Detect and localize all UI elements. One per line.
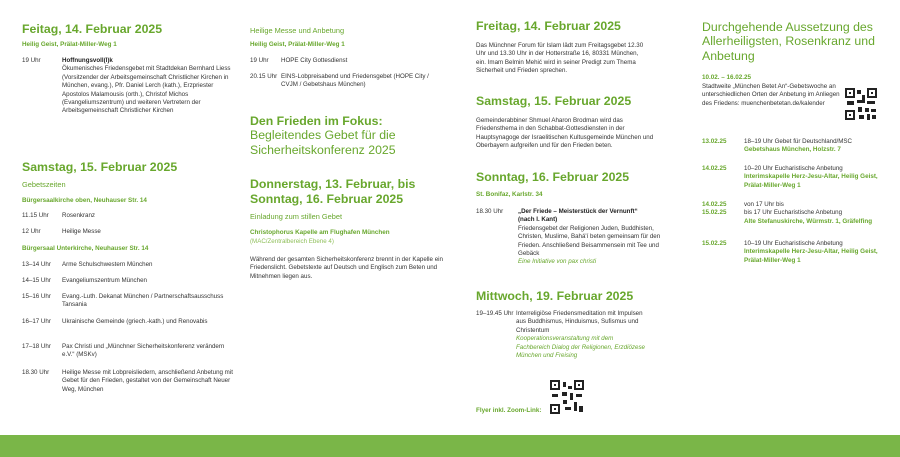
loc1-heading: Bürgersaalkirche oben, Neuhauser Str. 14: [22, 197, 147, 204]
chapel-desc: Während der gesamten Sicherheitskonferenz brennt in der Kapelle ein Friedenslicht. Gebetstexte auf Deutsch und Englisch zum Beten und Mitnehmen liegen aus.: [250, 256, 443, 280]
list-item: [22, 369, 234, 394]
wed-event: [476, 310, 676, 360]
entry-place: Interimskapelle Herz-Jesu-Altar, Heilig Geist, Prälat-Miller-Weg 1: [744, 173, 878, 189]
range-title: Donnerstag, 13. Februar, bis Sonntag, 16. Februar 2025: [250, 177, 416, 206]
list-item: [22, 318, 234, 343]
row-time: 14–15 Uhr: [22, 277, 51, 284]
entry-desc: von 17 Uhr bis: [744, 201, 784, 208]
entry-date: 14.02.25: [702, 165, 727, 172]
flyer-qr-code-icon[interactable]: [550, 380, 584, 414]
list-item: [250, 57, 445, 73]
row-time: 11.15 Uhr: [22, 212, 49, 219]
mass-list: [250, 57, 445, 90]
fri-title: Freitag, 14. Februar 2025: [476, 19, 621, 33]
sat-title: Samstag, 15. Februar 2025: [476, 94, 632, 108]
wed-time: 19–19.45 Uhr: [476, 310, 514, 317]
sun-desc: Friedensgebet der Religionen Juden, Buddhisten, Christen, Muslime, Bahá'í beten gemeinsam für den Frieden. Anschließend Beisammensein mit Tee und Gebäck: [518, 224, 661, 258]
entry-place: Interimskapelle Herz-Jesu-Altar, Heilig Geist, Prälat-Miller-Weg 1: [744, 248, 878, 264]
fri-desc: Das Münchner Forum für Islam lädt zum Freitagsgebet 12.30 Uhr und 13.30 Uhr in der Hotterstraße 16, 80331 München, ein. Imam Belmin Mehić wird in seiner Predigt zum Thema Sicherheit und Frieden sprechen.: [476, 42, 644, 75]
flyer-label: Flyer inkl. Zoom-Link:: [476, 407, 542, 414]
calendar-qr-code-icon[interactable]: [845, 88, 877, 120]
row-desc: Arme Schulschwestern München: [62, 261, 153, 268]
entry-date: 13.02.25: [702, 138, 727, 145]
day1-place: Heilig Geist, Prälat-Miller-Weg 1: [22, 41, 117, 48]
range-subtitle: Einladung zum stillen Gebet: [250, 212, 343, 221]
list-item: [22, 293, 234, 318]
row-time: 15–16 Uhr: [22, 293, 51, 300]
row-time: 20.15 Uhr: [250, 73, 278, 80]
entry-desc: 10–20 Uhr Eucharistische Anbetung: [744, 165, 843, 172]
sun-event-title: „Der Friede – Meisterstück der Vernunft“ (nach I. Kant): [518, 208, 638, 224]
day1-event-title: Hoffnungsvoll(l)k: [62, 57, 113, 64]
wed-desc: Interreligiöse Friedensmeditation mit Impulsen aus Buddhismus, Hinduismus, Sufismus und Christentum: [516, 310, 643, 334]
chapel-sub: (MAC/Zentralbereich Ebene 4): [250, 238, 334, 245]
list-item: [22, 277, 234, 293]
wed-note: Kooperationsveranstaltung mit dem Fachbereich Dialog der Religionen, Erzdiözese München und Freising: [516, 335, 645, 360]
row-desc: HOPE City Gottesdienst: [281, 57, 348, 64]
day1-event: [22, 57, 234, 116]
entry-date: 15.02.25: [702, 240, 727, 247]
row-desc: Ukrainische Gemeinde (griech.-kath.) und Renovabis: [62, 318, 208, 325]
entry-date: 14.02.25: [702, 201, 727, 208]
row-time: 18.30 Uhr: [22, 369, 50, 376]
focus-subtitle: Begleitendes Gebet für die Sicherheitskonferenz 2025: [250, 128, 396, 157]
row-time: 12 Uhr: [22, 228, 41, 235]
footer-green-bar: [0, 435, 900, 457]
entry-desc: 10–19 Uhr Eucharistische Anbetung: [744, 240, 843, 247]
loc1-list: [22, 212, 234, 244]
row-time: 16–17 Uhr: [22, 318, 51, 325]
list-item: [22, 212, 234, 228]
sat-desc: Gemeinderabbiner Shmuel Aharon Brodman wird das Friedensthema in den Schabbat-Gottesdiensten in der Hauptsynagoge der Israelitischen Kultusgemeinde München und Oberbayern aufgreifen und für den Frieden beten.: [476, 117, 654, 150]
entry-3: [702, 201, 884, 226]
entry-date: 15.02.25: [702, 209, 727, 217]
adoration-title: Durchgehende Aussetzung des Allerheiligsten, Rosenkranz und Anbetung: [702, 20, 875, 63]
row-time: 13–14 Uhr: [22, 261, 51, 268]
list-item: [22, 343, 234, 369]
range-dates: 10.02. – 16.02.25: [702, 74, 752, 81]
row-desc: Pax Christi und „Münchner Sicherheitskonferenz verändern e.V.“ (MSKv): [62, 343, 225, 359]
row-desc: EINS-Lobpreisabend und Friedensgebet (HOPE City / CVJM / Gebetshaus München): [281, 73, 429, 89]
focus-title: Den Frieden im Fokus:: [250, 114, 383, 128]
range-desc: Stadtweite „München Betet An“-Gebetswoche an unterschiedlichen Orten der Anbetung im Anliegen des Friedens: muenchenbetetan.de/kalender: [702, 83, 840, 107]
mass-place: Heilig Geist, Prälat-Miller-Weg 1: [250, 41, 345, 48]
day1-event-desc: Ökumenisches Friedensgebet mit Stadtdekan Bernhard Liess (Vorsitzender der Arbeitsgemeinschaft Christlicher Kirchen in München, evang.), Pfr. Daniel Lerch (kath.), Erzpriester Apostolos Malamousis (orth.), Christof Michos (Evangeliumszentrum) und weiteren Vertretern der Arbeitsgemeinschaft Christlicher Kirchen: [62, 65, 231, 115]
row-desc: Evang.-Luth. Dekanat München / Partnerschaftsausschuss Tansania: [62, 293, 224, 309]
sun-title: Sonntag, 16. Februar 2025: [476, 170, 630, 184]
row-desc: Rosenkranz: [62, 212, 96, 219]
entry-place: Gebetshaus München, Holzstr. 7: [744, 146, 841, 154]
row-desc: Evangeliumszentrum München: [62, 277, 147, 284]
sun-note: Eine Initiative von pax christi: [518, 258, 597, 266]
list-item: [22, 228, 234, 244]
entry-place: Alte Stefanuskirche, Würmstr. 1, Gräfelfing: [744, 217, 873, 225]
sun-event: [476, 208, 676, 267]
day1-time: 19 Uhr: [22, 57, 41, 64]
entry-4: [702, 240, 884, 265]
chapel-name: Christophorus Kapelle am Flughafen München: [250, 229, 390, 236]
entry-desc: bis 17 Uhr Eucharistische Anbetung: [744, 209, 843, 217]
sun-place: St. Bonifaz, Karlstr. 34: [476, 191, 543, 198]
wed-title: Mittwoch, 19. Februar 2025: [476, 289, 634, 303]
day2-subtitle: Gebetszeiten: [22, 180, 66, 189]
row-time: 19 Uhr: [250, 57, 269, 64]
loc2-heading: Bürgersaal Unterkirche, Neuhauser Str. 14: [22, 245, 149, 252]
sun-time: 18.30 Uhr: [476, 208, 504, 215]
entry-1: [702, 138, 884, 154]
list-item: [22, 261, 234, 277]
mass-title: Heilige Messe und Anbetung: [250, 26, 345, 35]
entry-2: [702, 165, 884, 190]
day2-title: Samstag, 15. Februar 2025: [22, 160, 178, 174]
day1-title: Feitag, 14. Februar 2025: [22, 22, 163, 36]
row-time: 17–18 Uhr: [22, 343, 51, 350]
loc2-list: [22, 261, 234, 394]
row-desc: Heilige Messe mit Lobpreisliedern, anschließend Anbetung mit Gebet für den Frieden, gestaltet von der Gemeinschaft Neuer Weg, München: [62, 369, 233, 393]
row-desc: Heilige Messe: [62, 228, 101, 235]
entry-desc: 18–19 Uhr Gebet für Deutschland/MSC: [744, 138, 852, 145]
list-item: [250, 73, 445, 90]
